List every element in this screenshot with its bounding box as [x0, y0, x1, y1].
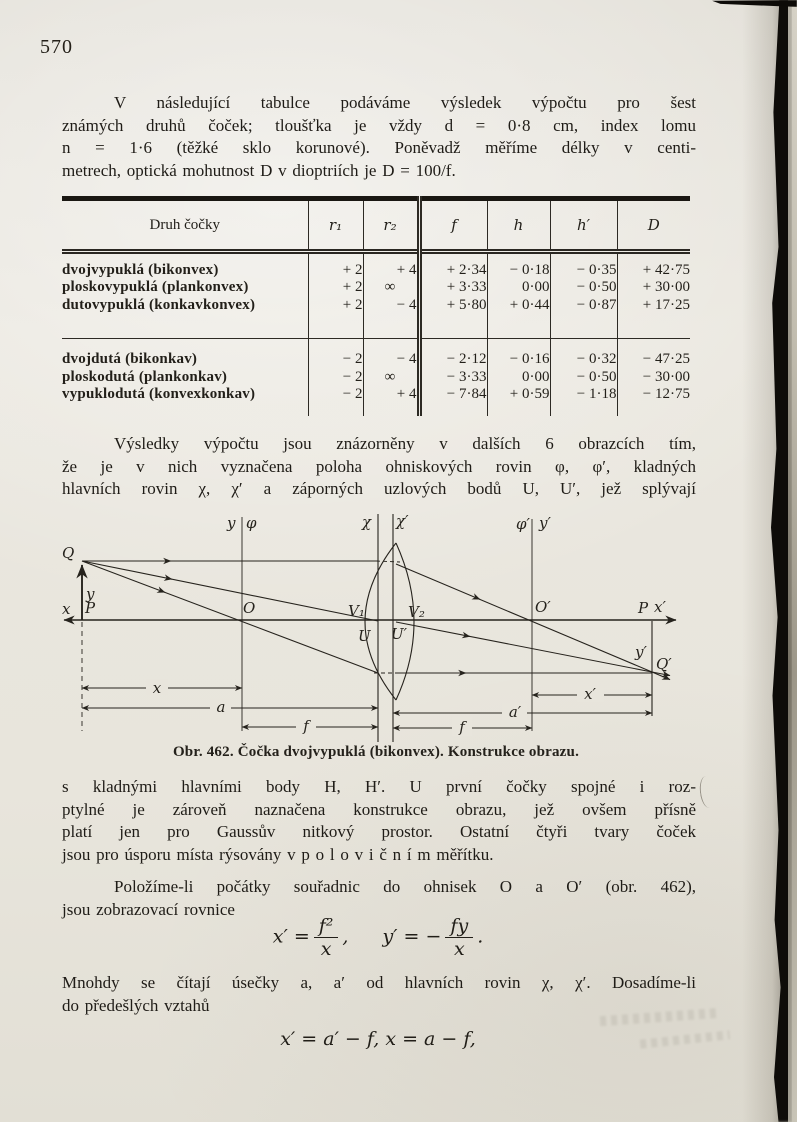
figure-caption: Obr. 462. Čočka dvojvypuklá (bikonvex). Konstrukce obrazu.: [172, 744, 580, 760]
ray-arrowhead: [476, 598, 480, 600]
text-line: s kladnými hlavními body H, H′. U první čočky spojné i roz-: [62, 777, 696, 796]
paragraph-4: [62, 876, 696, 921]
table-row: dutovypuklá (konkavkonvex) + 2 − 4 + 5·80 + 0·44 − 0·87 + 17·25: [62, 296, 690, 313]
lens-left-surface: [365, 543, 396, 700]
paragraph-5: [62, 972, 696, 1017]
plane-label-chi: χ: [362, 513, 372, 531]
dim-label-a: a: [216, 698, 226, 716]
page-crease-mark: [698, 775, 717, 809]
col-header-r1: r₁: [308, 199, 363, 252]
axis-label-x-prime: x′: [654, 598, 666, 616]
point-label-P: P: [85, 599, 96, 617]
text-line: jsou pro úsporu místa rýsovány v p o l o v i č n í m měřítku.: [62, 844, 494, 864]
table-gap: [62, 338, 690, 351]
dim-label-x-prime: x′: [584, 685, 596, 703]
formula-period: .: [477, 925, 484, 948]
text-line: n = 1·6 (těžké sklo korunové). Poněvadž měříme délky v centi-: [62, 138, 696, 158]
text-line: jsou zobrazovací rovnice: [62, 899, 235, 919]
focus-label-O-prime: O′: [535, 598, 551, 616]
lens-right-surface: [396, 543, 414, 700]
ray-arrowhead: [168, 578, 172, 579]
text-line: ptylné je zároveň naznačena konstrukce obrazu, jež ovšem přísně: [62, 799, 696, 819]
lens-construction-diagram: [30, 505, 710, 753]
table-group-divider: [62, 314, 690, 338]
formula-comma: ,: [342, 925, 349, 948]
point-label-Q: Q: [62, 544, 75, 562]
axis-label-x: x: [62, 600, 71, 618]
ray-dash-in-lens-top: [376, 561, 400, 562]
dim-label-a-prime: a′: [508, 703, 522, 721]
vertex-label-V1: V₁: [348, 602, 365, 620]
image-height-label: y′: [635, 643, 647, 661]
plane-label-y: y: [227, 514, 236, 532]
lens-table: [62, 196, 690, 416]
text-line: platí jen pro Gaussův nitkový prostor. Ostatní čtyři tvary čoček: [62, 822, 696, 842]
table-row: dvojvypuklá (bikonvex) + 2 + 4 + 2·34 − 0·18 − 0·35 + 42·75: [62, 252, 690, 280]
ray-nodal-out: [396, 622, 652, 672]
text-line: Položíme-li počátky souřadnic do ohnisek O a O′ (obr. 462),: [114, 877, 696, 896]
plane-label-y-prime: y′: [539, 514, 551, 532]
focus-label-O: O: [243, 599, 256, 617]
paragraph-1: [62, 92, 696, 182]
table-header: [62, 199, 690, 252]
text-line: známých druhů čoček; tloušťka je vždy d = 0·8 cm, index lomu: [62, 115, 696, 135]
paragraph-2: [62, 433, 696, 501]
fraction-2: $\frac{fy}{x}$: [445, 916, 473, 959]
vertex-label-V2: V₂: [408, 603, 425, 621]
text-line: že je v nich vyznačena poloha ohniskových rovin φ, φ′, kladných: [62, 456, 696, 476]
col-header-h: h: [487, 199, 550, 252]
paragraph-3: [62, 776, 696, 866]
table-row: ploskovypuklá (plankonvex) + 2 ∞ + 3·33 0·00 − 0·50 + 30·00: [62, 279, 690, 296]
table-row: dvojdutá (bikonkav) − 2 − 4 − 2·12 − 0·16 − 0·32 − 47·25: [62, 351, 690, 368]
object-height-label: y: [86, 585, 95, 603]
col-header-h-prime: h′: [550, 199, 617, 252]
formula-lhs-1: x′ =: [272, 925, 310, 948]
col-header-druh: Druh čočky: [62, 199, 308, 252]
substitution-equations: x′ = a′ − f, x = a − f,: [280, 1028, 476, 1050]
dim-label-f-right: f: [459, 718, 465, 736]
point-label-Q-prime: Q′: [656, 655, 672, 673]
text-line: hlavních rovin χ, χ′ a záporných uzlových bodů U, U′, jež splývají: [62, 479, 696, 499]
table-tail: [62, 404, 690, 416]
point-label-P-prime: P: [638, 599, 649, 617]
col-header-r2: r₂: [363, 199, 419, 252]
page-edge-rim: [788, 0, 797, 1122]
formula-lhs-2: y′ = −: [382, 925, 442, 948]
dim-label-f-left: f: [303, 717, 309, 735]
dim-label-x: x: [152, 679, 162, 697]
table-row: ploskodutá (plankonkav) − 2 ∞ − 3·33 0·00 − 0·50 − 30·00: [62, 368, 690, 385]
imaging-equations: [62, 916, 694, 959]
text-line: Mnohdy se čítají úsečky a, a′ od hlavních rovin χ, χ′. Dosadíme-li: [62, 973, 696, 992]
nodal-label-U: U: [358, 627, 371, 645]
text-line: Výsledky výpočtu jsou znázorněny v dalších 6 obrazcích tím,: [114, 434, 696, 453]
plane-label-phi: φ: [246, 514, 257, 532]
ray-arrowhead: [466, 636, 470, 637]
text-line: V následující tabulce podáváme výsledek výpočtu pro šest: [114, 93, 696, 112]
table-row: vypuklodutá (konvexkonkav) − 2 + 4 − 7·84 + 0·59 − 1·18 − 12·75: [62, 386, 690, 403]
ray-parallel-out: [396, 564, 652, 672]
nodal-label-U-prime: U′: [391, 625, 408, 643]
ray-nodal-in: [82, 561, 378, 621]
plane-label-chi-prime: χ′: [396, 512, 409, 530]
col-header-D: D: [647, 216, 660, 234]
text-line: metrech, optická mohutnost D v dioptriích je D = 100/f.: [62, 160, 456, 180]
ray-arrowhead: [161, 591, 165, 593]
fraction-1: $\frac{\text{f²}}{x}$: [314, 916, 339, 959]
plane-label-phi-prime: φ′: [516, 515, 530, 533]
ray-extension-1: [652, 672, 670, 680]
ray-focal-in: [82, 561, 378, 673]
text-line: do předešlých vztahů: [62, 995, 210, 1015]
page-number: 570: [40, 36, 73, 58]
col-header-f: f: [419, 199, 487, 252]
